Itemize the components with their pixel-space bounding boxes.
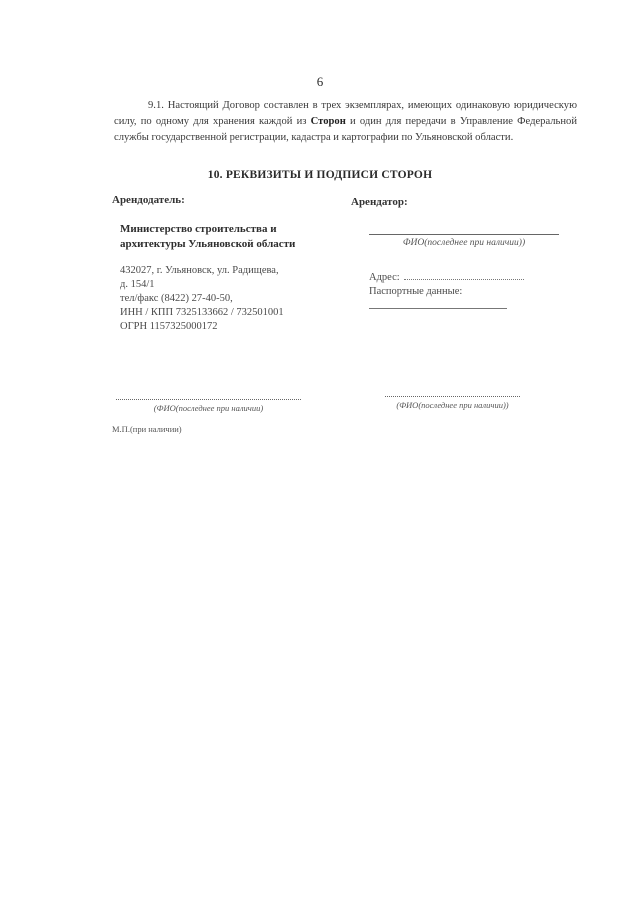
landlord-details — [120, 264, 330, 334]
tenant-address-label: Адрес: — [369, 272, 400, 283]
landlord-phone: тел/факс (8422) 27-40-50, — [120, 293, 233, 304]
clause-text-before: 9.1. Настоящий Договор составлен в трех экземплярах, имеющих одинаковую юридическую силу, по одному для хранения каждой из — [114, 100, 577, 127]
clause-bold-word: Сторон — [310, 116, 346, 127]
landlord-signature-caption: (ФИО(последнее при наличии) — [116, 399, 301, 413]
seal-note: М.П.(при наличии) — [112, 424, 182, 434]
landlord-heading: Арендодатель: — [112, 194, 185, 206]
landlord-inn-kpp: ИНН / КПП 7325133662 / 732501001 — [120, 307, 284, 318]
landlord-ogrn: ОГРН 1157325000172 — [120, 321, 218, 332]
tenant-address — [369, 272, 524, 283]
tenant-address-blank — [404, 279, 524, 280]
landlord-column — [112, 194, 327, 332]
section-heading: 10. РЕКВИЗИТЫ И ПОДПИСИ СТОРОН — [207, 169, 433, 181]
landlord-address-line1: 432027, г. Ульяновск, ул. Радищева, — [120, 265, 279, 276]
tenant-column — [351, 196, 561, 297]
tenant-passport-blank — [369, 308, 507, 309]
landlord-name — [120, 222, 330, 252]
clause-text-after: и один для передачи в Управление Федеральной службы государственной регистрации, кадастра и картографии по Ульяновской области. — [114, 116, 578, 143]
tenant-fio-caption: ФИО(последнее при наличии)) — [369, 234, 559, 248]
landlord-address-line2: д. 154/1 — [120, 279, 155, 290]
clause-9-1 — [114, 98, 577, 146]
tenant-signature-caption: (ФИО(последнее при наличии)) — [385, 396, 520, 410]
landlord-name-line1: Министерство строительства и — [120, 223, 277, 235]
page-number: 6 — [316, 74, 324, 89]
landlord-name-line2: архитектуры Ульяновской области — [120, 238, 296, 250]
tenant-heading: Арендатор: — [351, 196, 408, 208]
tenant-passport-label: Паспортные данные: — [369, 286, 463, 297]
